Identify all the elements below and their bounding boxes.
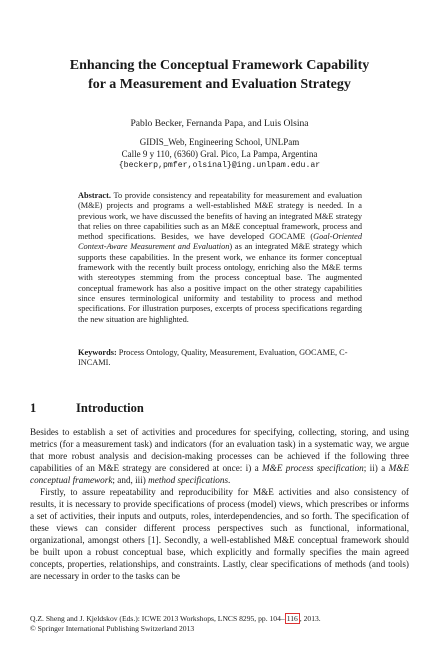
section-heading: [30, 400, 144, 416]
footer-copyright: © Springer International Publishing Switzerland 2013: [30, 624, 195, 633]
paper-authors: Pablo Becker, Fernanda Papa, and Luis Olsina: [130, 118, 309, 129]
section-number: 1: [30, 401, 37, 415]
keywords-label: Keywords:: [78, 348, 117, 357]
affiliation-email: {beckerp,pmfer,olsinal}@ing.unlpam.edu.ar: [118, 161, 321, 170]
para1-text-c: ; and, iii): [112, 475, 149, 485]
abstract-label: Abstract.: [78, 191, 111, 200]
paragraph-2: Firstly, to assure repeatability and reproducibility for M&E activities and also consistency of results, it is necessary to provide specifications of process (model) views, which prescribes or informs a set of activities, their inputs and outputs, roles, interdependencies, and so forth. The specification of these views can consider different process perspectives such as functional, informational, organizational, amongst others [1]. Secondly, a well-established M&E conceptual framework should be built upon a robust conceptual base, which explicitly and formally specifies the main agreed concepts, properties, relationships, and constraints. Lastly, clear specifications of methods (and tools) are necessary in order to the tasks can be: [30, 487, 409, 581]
abstract-text-2: ) as an integrated M&E strategy which supports these capabilities. In the present work, we enhance its former conceptual framework with the recently built process ontology, enriching also the M&E terms with stereotypes stemming from the process conceptual base. The augmented conceptual framework has also a positive impact on the other strategy capabilities since ensures terminological uniformity and testability to process and method specifications. For illustration purposes, excerpts of process specifications regarding the new situation are highlighted.: [78, 242, 362, 324]
para1-italic-3: method specifications: [148, 475, 229, 485]
affiliation-line-2: Calle 9 y 110, (6360) Gral. Pico, La Pampa, Argentina: [121, 149, 318, 159]
abstract: [78, 191, 362, 325]
footer: [30, 614, 410, 634]
footer-citation-year: , 2013.: [299, 614, 321, 623]
para1-italic-2: M&E conceptual framework: [30, 463, 409, 485]
para1-text-d: .: [228, 475, 231, 485]
footer-citation-text: Q.Z. Sheng and J. Kjeldskov (Eds.): ICWE 2013 Workshops, LNCS 8295, pp. 104–: [30, 614, 285, 623]
abstract-italic-term: Goal-Oriented Context-Aware Measurement and Evaluation: [78, 232, 362, 252]
page-range-link[interactable]: 116: [286, 614, 298, 623]
author-affiliation: [30, 136, 409, 172]
para1-italic-1: M&E process specification: [262, 463, 364, 473]
paragraph-1: [30, 426, 409, 486]
paper-title: [30, 56, 409, 94]
para1-text-a: Besides to establish a set of activities and procedures for specifying, collecting, storing, and using metrics (for a measurement task) and indicators (for an evaluation task) in a systematic way, we argue that more robust analysis and decision-making processes can be achieved if the following three capabilities of an M&E strategy are considered at once: i) a: [30, 427, 409, 473]
title-line-2: for a Measurement and Evaluation Strategy: [88, 77, 351, 92]
section-title: Introduction: [76, 401, 144, 415]
keywords-text: Process Ontology, Quality, Measurement, Evaluation, GOCAME, C-INCAMI.: [78, 348, 348, 368]
para1-text-b: ; ii) a: [363, 463, 389, 473]
title-line-1: Enhancing the Conceptual Framework Capability: [69, 58, 370, 73]
affiliation-line-1: GIDIS_Web, Engineering School, UNLPam: [139, 137, 300, 147]
footer-citation: [30, 614, 410, 624]
keywords: [78, 348, 362, 369]
abstract-text-1: To provide consistency and repeatability for measurement and evaluation (M&E) projects and programs a well-established M&E strategy is needed. In a previous work, we have discussed the benefits of having an integrated M&E strategy that relies on three capabilities such as an M&E conceptual framework, process and method specifications. Besides, we have developed GOCAME (: [78, 191, 362, 242]
body-text: [30, 426, 409, 582]
